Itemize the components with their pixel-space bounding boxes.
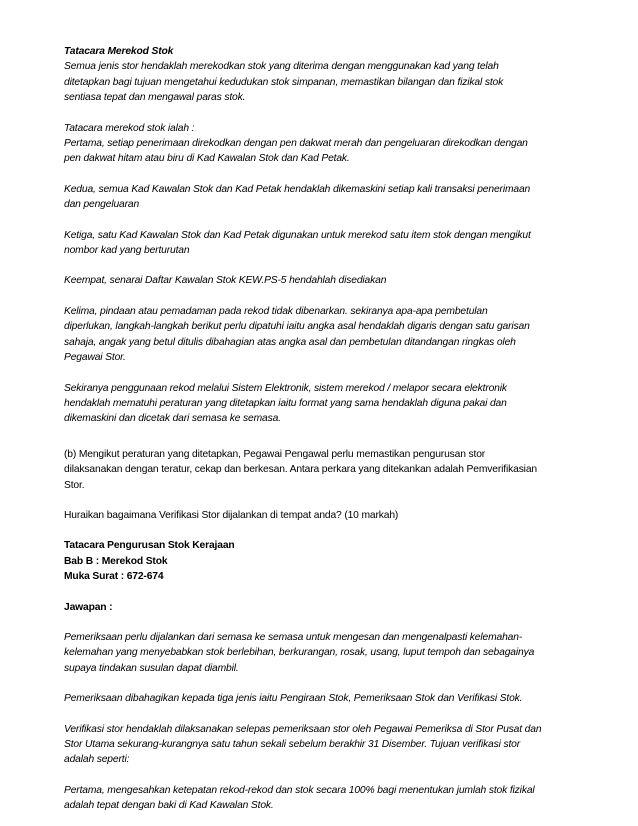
answer-paragraph-3	[64, 722, 574, 768]
text-line: dikemaskini dan dicetak dari semasa ke semasa.	[64, 413, 281, 425]
text-line: diperlukan, langkah-langkah berikut perlu dipatuhi iaitu angka asal hendaklah digaris dengan satu garisan	[64, 321, 530, 333]
answer-paragraph-4	[64, 783, 574, 814]
question-text: Huraikan bagaimana Verifikasi Stor dijalankan di tempat anda? (10 markah)	[64, 509, 399, 521]
text-line: Pertama, setiap penerimaan direkodkan dengan pen dakwat merah dan pengeluaran direkodkan dengan	[64, 138, 528, 150]
reference-chapter: Bab B : Merekod Stok	[64, 555, 168, 567]
text-line: Kedua, semua Kad Kawalan Stok dan Kad Petak hendaklah dikemaskini setiap kali transaksi penerimaan	[64, 183, 531, 195]
step-2-paragraph	[64, 182, 574, 213]
text-line: (b) Mengikut peraturan yang ditetapkan, Pegawai Pengawal perlu memastikan pengurusan stor	[64, 448, 486, 460]
text-line: Stor.	[64, 479, 85, 491]
answer-label-block	[64, 600, 574, 615]
text-line: Pertama, mengesahkan ketepatan rekod-rekod dan stok secara 100% bagi menentukan jumlah stok fizikal	[64, 784, 535, 796]
text-line: sahaja, angak yang betul ditulis dibahagian atas angka asal dan pembetulan ditandangan ringkas oleh	[64, 336, 516, 348]
answer-paragraph-2	[64, 691, 574, 706]
section-b-statement	[64, 447, 574, 493]
text-line: nombor kad yang berturutan	[64, 245, 190, 257]
step-5-paragraph	[64, 304, 574, 366]
text-line: Stor Utama sekurang-kurangnya satu tahun sekali sebelum berakhir 31 Disember. Tujuan verifikasi stor	[64, 739, 521, 750]
text-line: dilaksanakan dengan teratur, cekap dan berkesan. Antara perkara yang ditekankan adalah Pemverifikasian	[64, 464, 537, 476]
text-line: dan pengeluaran	[64, 199, 140, 211]
steps-paragraph	[64, 121, 574, 167]
intro-paragraph	[64, 44, 574, 106]
text-line: Pemeriksaan dibahagikan kepada tiga jenis iaitu Pengiraan Stok, Pemeriksaan Stok dan Verifikasi Stok.	[64, 693, 523, 705]
text-line: sentiasa tepat dan mengawal paras stok.	[64, 92, 246, 104]
steps-heading: Tatacara merekod stok ialah :	[64, 122, 195, 134]
reference-title: Tatacara Pengurusan Stok Kerajaan	[64, 540, 235, 552]
electronic-paragraph	[64, 381, 574, 427]
text-line: supaya tindakan susulan dapat diambil.	[64, 662, 239, 674]
reference-pages: Muka Surat : 672-674	[64, 571, 164, 583]
reference-block	[64, 538, 574, 584]
text-line: pen dakwat hitam atau biru di Kad Kawalan Stok dan Kad Petak.	[64, 153, 350, 165]
section-title: Tatacara Merekod Stok	[64, 46, 174, 57]
text-line: adalah seperti:	[64, 754, 130, 766]
step-4-paragraph	[64, 273, 574, 288]
text-line: Verifikasi stor hendaklah dilaksanakan selepas pemeriksaan stor oleh Pegawai Pemeriksa di Stor Pusat dan	[64, 723, 542, 735]
text-line: Semua jenis stor hendaklah merekodkan stok yang diterima dengan menggunakan kad yang telah	[64, 61, 499, 73]
step-3-paragraph	[64, 228, 574, 259]
text-line: Keempat, senarai Daftar Kawalan Stok KEW.PS-5 hendahlah disediakan	[64, 275, 387, 287]
text-line: Sekiranya penggunaan rekod melalui Sistem Elektronik, sistem merekod / melapor secara elektronik	[64, 382, 507, 394]
text-line: kelemahan yang menyebabkan stok berlebihan, berkurangan, rosak, usang, luput tempoh dan sebagainya	[64, 647, 535, 659]
text-line: Pegawai Stor.	[64, 352, 126, 364]
answer-paragraph-1	[64, 630, 574, 676]
text-line: hendaklah mematuhi peraturan yang ditetapkan iaitu format yang sama hendaklah diguna pakai dan	[64, 397, 507, 409]
text-line: adalah tepat dengan baki di Kad Kawalan Stok.	[64, 800, 274, 812]
text-line: ditetapkan bagi tujuan mengetahui kedudukan stok simpanan, memastikan bilangan dan fizikal stok	[64, 76, 504, 88]
text-line: Kelima, pindaan atau pemadaman pada rekod tidak dibenarkan. sekiranya apa-apa pembetulan	[64, 305, 488, 317]
question-paragraph	[64, 508, 574, 523]
answer-label: Jawapan :	[64, 601, 113, 613]
text-line: Pemeriksaan perlu dijalankan dari semasa ke semasa untuk mengesan dan mengenalpasti kelemahan-	[64, 631, 523, 643]
text-line: Ketiga, satu Kad Kawalan Stok dan Kad Petak digunakan untuk merekod satu item stok dengan mengikut	[64, 229, 531, 241]
